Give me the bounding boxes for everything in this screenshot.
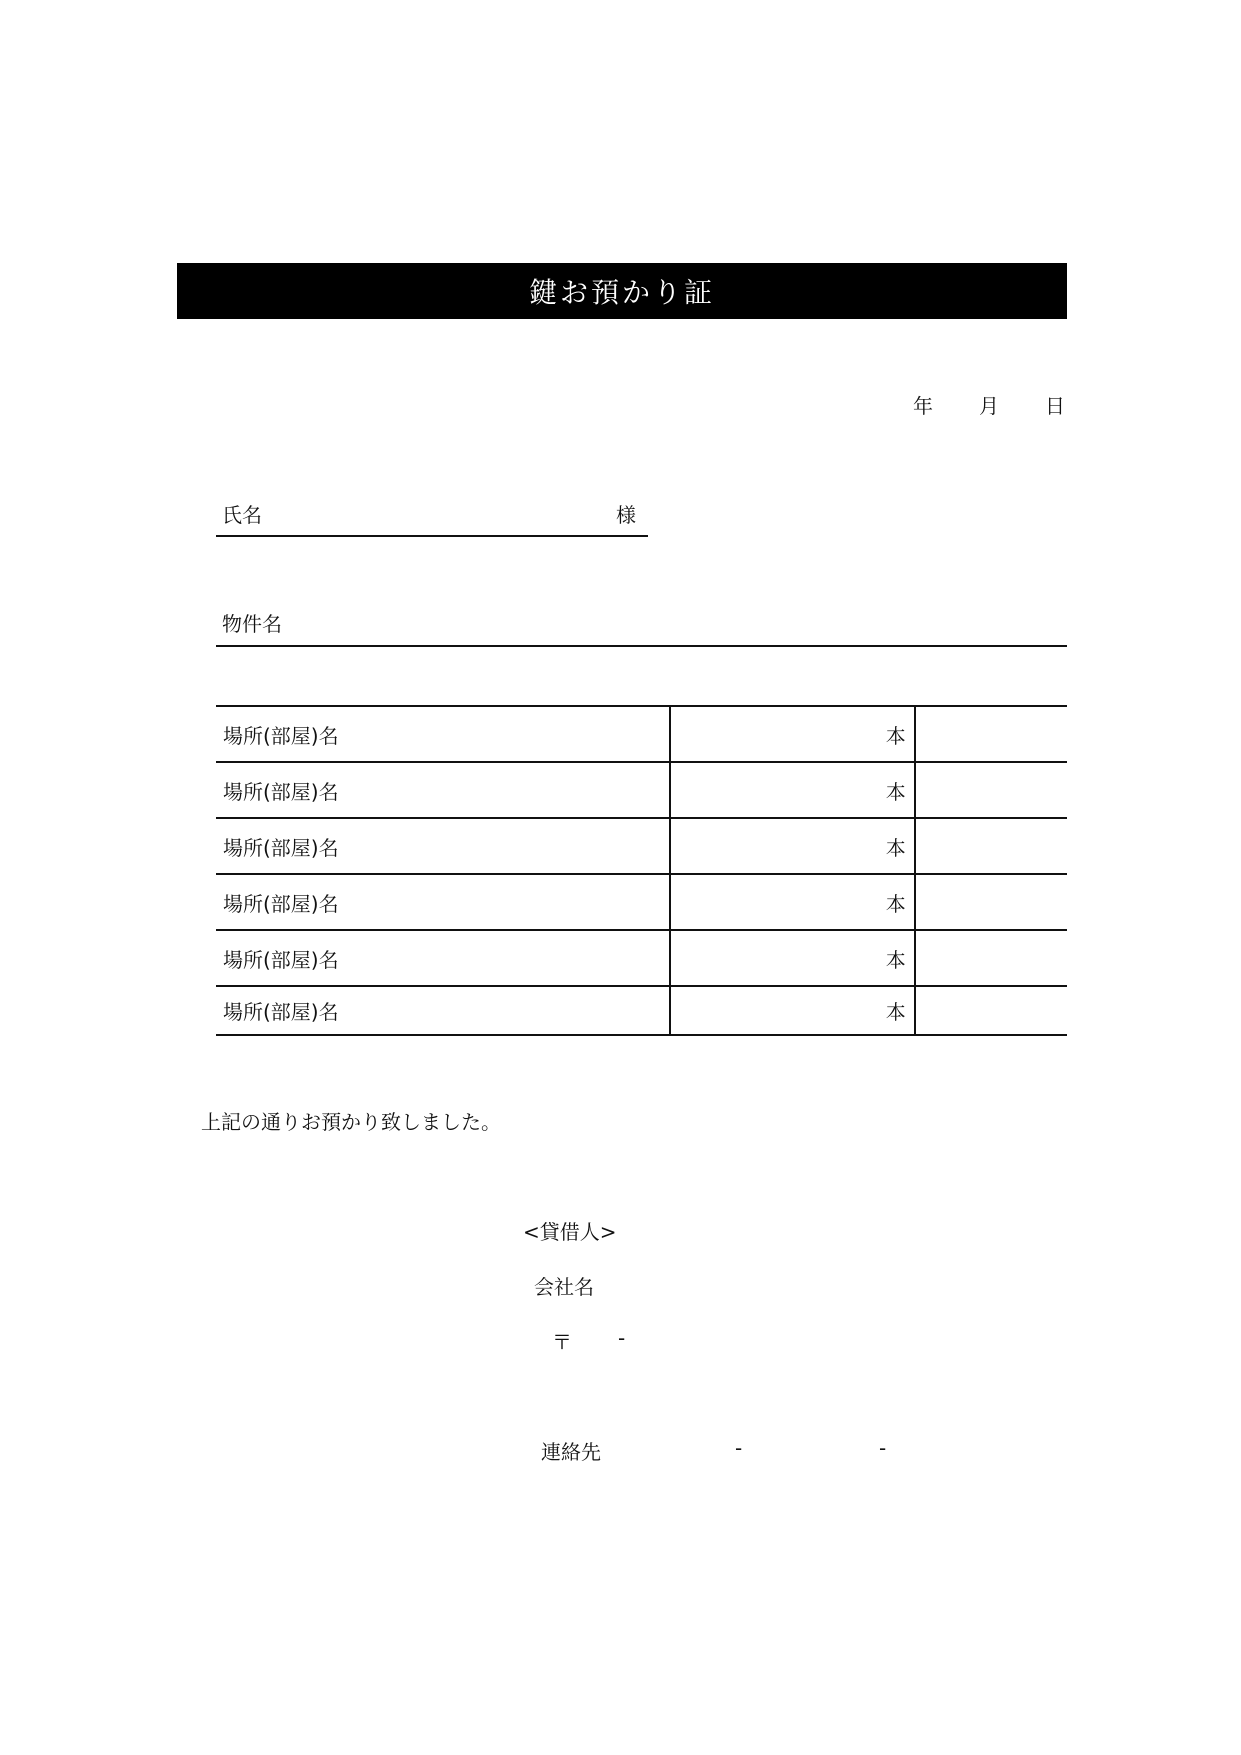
- key-table: [216, 705, 1067, 1036]
- table-row: [216, 874, 1067, 930]
- place-name-cell: 場所(部屋)名: [216, 818, 670, 874]
- name-underline: [216, 535, 648, 537]
- place-name-cell: 場所(部屋)名: [216, 762, 670, 818]
- place-name-cell: 場所(部屋)名: [216, 930, 670, 986]
- key-count-cell: 本: [670, 986, 915, 1035]
- lender-heading: <貸借人>: [523, 1220, 617, 1244]
- contact-separator-2: -: [879, 1436, 887, 1460]
- key-count-cell: 本: [670, 706, 915, 762]
- remarks-cell: [915, 762, 1067, 818]
- remarks-cell: [915, 874, 1067, 930]
- remarks-cell: [915, 986, 1067, 1035]
- contact-separator-1: -: [735, 1436, 743, 1460]
- key-count-cell: 本: [670, 930, 915, 986]
- document-title: 鍵お預かり証: [177, 263, 1067, 319]
- table-row: [216, 818, 1067, 874]
- key-count-cell: 本: [670, 762, 915, 818]
- remarks-cell: [915, 818, 1067, 874]
- contact-label: 連絡先: [541, 1440, 601, 1464]
- date-year-label: 年: [913, 394, 933, 418]
- table-row: [216, 986, 1067, 1035]
- honorific-label: 様: [616, 503, 636, 527]
- date-month-label: 月: [979, 394, 999, 418]
- property-underline: [216, 645, 1067, 647]
- postal-code-separator: -: [618, 1326, 626, 1350]
- table-row: [216, 762, 1067, 818]
- property-label: 物件名: [222, 612, 282, 636]
- table-row: [216, 930, 1067, 986]
- name-label: 氏名: [222, 503, 262, 527]
- postal-mark: 〒: [552, 1330, 572, 1354]
- key-count-cell: 本: [670, 874, 915, 930]
- date-day-label: 日: [1045, 394, 1065, 418]
- table-row: [216, 706, 1067, 762]
- remarks-cell: [915, 706, 1067, 762]
- place-name-cell: 場所(部屋)名: [216, 986, 670, 1035]
- receipt-statement: 上記の通りお預かり致しました。: [201, 1110, 501, 1134]
- place-name-cell: 場所(部屋)名: [216, 874, 670, 930]
- place-name-cell: 場所(部屋)名: [216, 706, 670, 762]
- remarks-cell: [915, 930, 1067, 986]
- key-count-cell: 本: [670, 818, 915, 874]
- company-name-label: 会社名: [534, 1275, 594, 1299]
